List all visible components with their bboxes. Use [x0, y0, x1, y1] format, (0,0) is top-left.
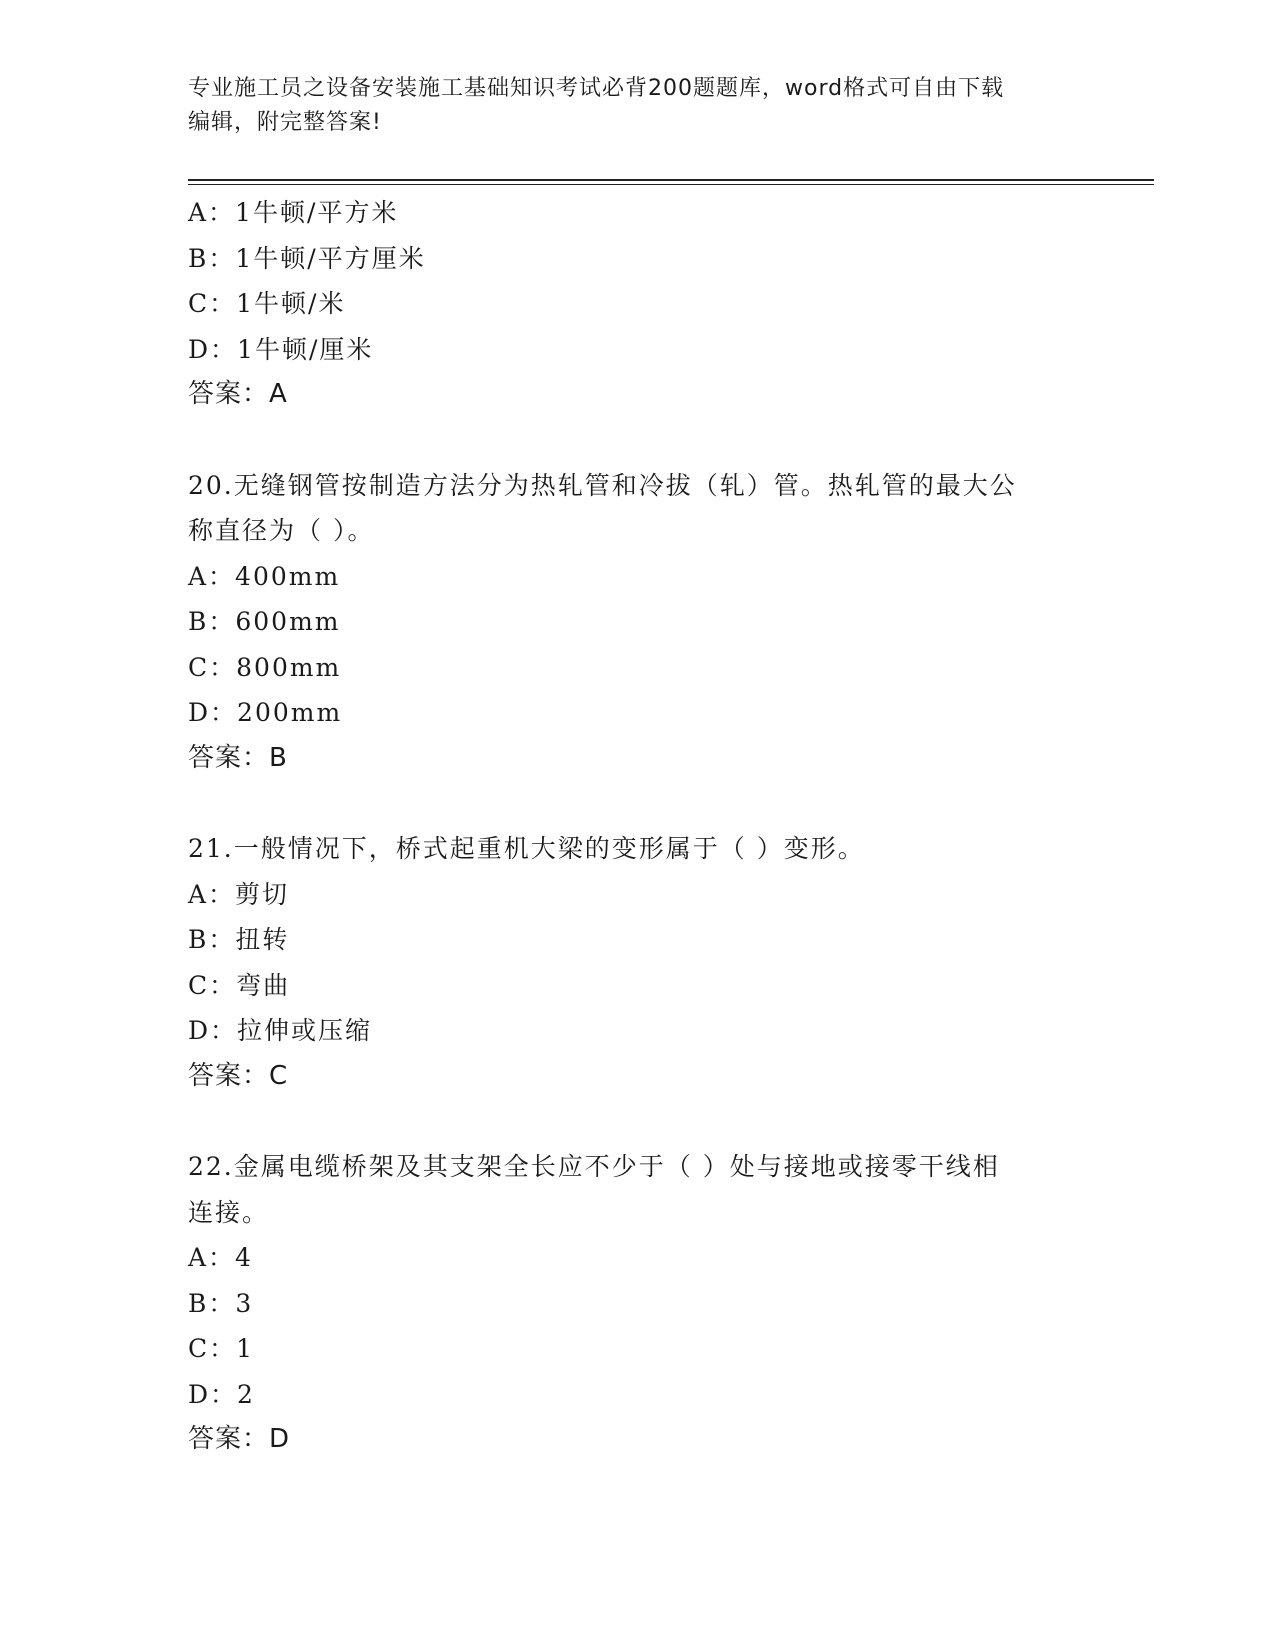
option-b: B：扭转 — [188, 925, 290, 954]
question-text-line-2: 连接。 — [188, 1197, 270, 1227]
option-a: A：400mm — [188, 561, 341, 591]
spacer — [188, 1099, 1088, 1144]
option-c: C：1 — [188, 1334, 255, 1363]
header-divider-thin — [188, 184, 1154, 185]
option-b: B：600mm — [188, 607, 341, 636]
option-a: A：1牛顿/平方米 — [188, 198, 399, 227]
answer-line: 答案：B — [188, 742, 288, 773]
question-text-line-1: 22.金属电缆桥架及其支架全长应不少于（ ）处与接地或接零干线相 — [188, 1152, 1000, 1181]
question-text-line-1: 20.无缝钢管按制造方法分为热轧管和冷拔（轧）管。热轧管的最大公 — [188, 470, 1017, 500]
question-text-line-2: 称直径为（ ）。 — [188, 516, 375, 545]
question-list — [188, 190, 1088, 1463]
option-d: D：拉伸或压缩 — [188, 1016, 373, 1045]
option-c: C：1牛顿/米 — [188, 289, 346, 318]
option-b: B：3 — [188, 1288, 254, 1318]
question-text-line-1: 21.一般情况下，桥式起重机大梁的变形属于（ ）变形。 — [188, 834, 865, 863]
option-b: B：1牛顿/平方厘米 — [188, 243, 426, 273]
option-a: A：剪切 — [188, 879, 290, 909]
answer-line: 答案：D — [188, 1424, 291, 1454]
option-c: C：弯曲 — [188, 970, 291, 1000]
header-divider-thick — [188, 179, 1154, 181]
question-19 — [188, 190, 1088, 418]
option-a: A：4 — [188, 1243, 253, 1272]
spacer — [188, 418, 1088, 463]
question-21 — [188, 826, 1088, 1099]
spacer — [188, 781, 1088, 826]
document-header — [188, 72, 1088, 140]
question-22 — [188, 1144, 1088, 1463]
answer-line: 答案：C — [188, 1060, 289, 1091]
answer-line: 答案：A — [188, 379, 288, 409]
option-d: D：2 — [188, 1379, 255, 1409]
header-title-line-1: 专业施工员之设备安装施工基础知识考试必背200题题库，word格式可自由下载 — [188, 76, 1005, 101]
option-c: C：800mm — [188, 652, 342, 682]
question-20 — [188, 463, 1088, 782]
option-d: D：200mm — [188, 698, 343, 727]
option-d: D：1牛顿/厘米 — [188, 334, 374, 364]
header-title-line-2: 编辑，附完整答案! — [188, 110, 382, 135]
